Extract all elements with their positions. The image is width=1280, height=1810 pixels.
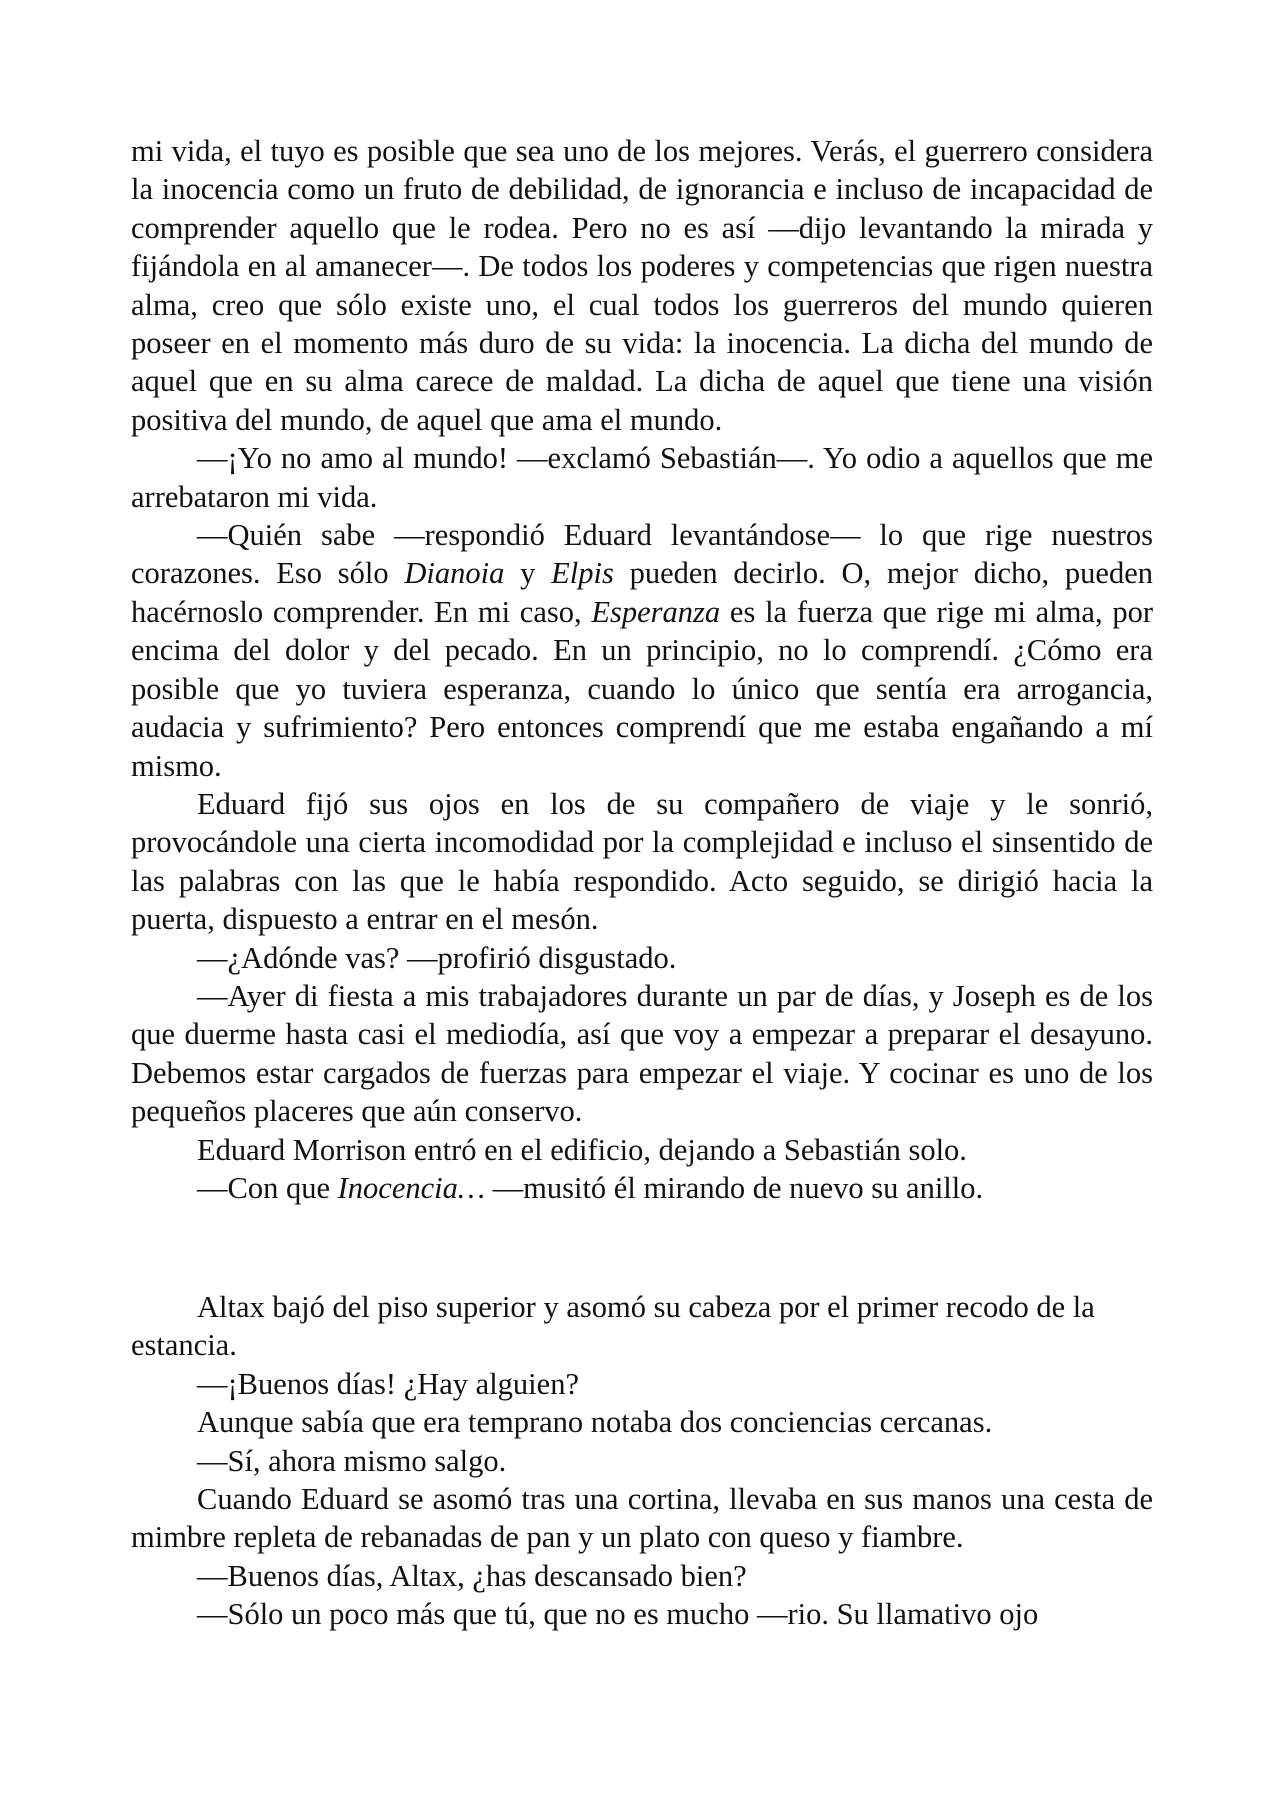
paragraph-9: Altax bajó del piso superior y asomó su cabeza por el primer recodo de la estancia. (131, 1290, 1095, 1363)
italic-elpis: Elpis (551, 556, 614, 591)
paragraph-14: —Buenos días, Altax, ¿has descansado bien? (197, 1558, 747, 1593)
italic-dianoia: Dianoia (404, 556, 505, 591)
paragraph-2: —¡Yo no amo al mundo! —exclamó Sebastián—. Yo odio a aquellos que me arrebataron mi vida. (131, 441, 1153, 514)
paragraph-1: mi vida, el tuyo es posible que sea uno de los mejores. Verás, el guerrero considera la inocencia como un fruto de debilidad, de ignorancia e incluso de incapacidad de comprender aquello que le rodea. Pero no es así —dijo levantando la mirada y fijándola en al amanecer—. De todos los poderes y competencias que rigen nuestra alma, creo que sólo existe uno, el cual todos los guerreros del mundo quieren poseer en el momento más duro de su vida: la inocencia. La dicha del mundo de aquel que en su alma carece de maldad. La dicha de aquel que tiene una visión positiva del mundo, de aquel que ama el mundo. (131, 134, 1153, 437)
paragraph-10: —¡Buenos días! ¿Hay alguien? (197, 1366, 579, 1401)
paragraph-7: Eduard Morrison entró en el edificio, dejando a Sebastián solo. (197, 1132, 967, 1167)
italic-esperanza: Esperanza (591, 594, 721, 629)
paragraph-4: Eduard fijó sus ojos en los de su compañero de viaje y le sonrió, provocándole una cierta incomodidad por la complejidad e incluso el sinsentido de las palabras con las que le había respondido. Acto seguido, se dirigió hacia la puerta, dispuesto a entrar en el mesón. (131, 786, 1153, 937)
body-text-section-1 (131, 132, 1153, 1207)
paragraph-11: Aunque sabía que era temprano notaba dos conciencias cercanas. (197, 1405, 993, 1440)
paragraph-5: —¿Adónde vas? —profirió disgustado. (197, 940, 677, 975)
paragraph-3: —Quién sabe —respondió Eduard levantándose— lo que rige nuestros corazones. Eso sólo Dianoia y Elpis pueden decirlo. O, mejor dicho, pueden hacérnoslo comprender. En mi caso, Esperanza es la fuerza que rige mi alma, por encima del dolor y del pecado. En un principio, no lo comprendí. ¿Cómo era posible que yo tuviera esperanza, cuando lo único que sentía era arrogancia, audacia y sufrimiento? Pero entonces comprendí que me estaba engañando a mí mismo. (131, 518, 1154, 783)
paragraph-12: —Sí, ahora mismo salgo. (197, 1443, 507, 1478)
paragraph-6: —Ayer di fiesta a mis trabajadores durante un par de días, y Joseph es de los que duerme hasta casi el mediodía, así que voy a empezar a preparar el desayuno. Debemos estar cargados de fuerzas para empezar el viaje. Y cocinar es uno de los pequeños placeres que aún conservo. (131, 978, 1153, 1129)
paragraph-8: —Con que Inocencia… —musitó él mirando de nuevo su anillo. (197, 1170, 984, 1205)
italic-inocencia: Inocencia… (337, 1170, 486, 1205)
body-text-section-2 (131, 1288, 1156, 1634)
paragraph-15: —Sólo un poco más que tú, que no es mucho —rio. Su llamativo ojo (197, 1597, 1039, 1632)
paragraph-13: Cuando Eduard se asomó tras una cortina, llevaba en sus manos una cesta de mimbre repleta de rebanadas de pan y un plato con queso y fiambre. (131, 1482, 1153, 1555)
